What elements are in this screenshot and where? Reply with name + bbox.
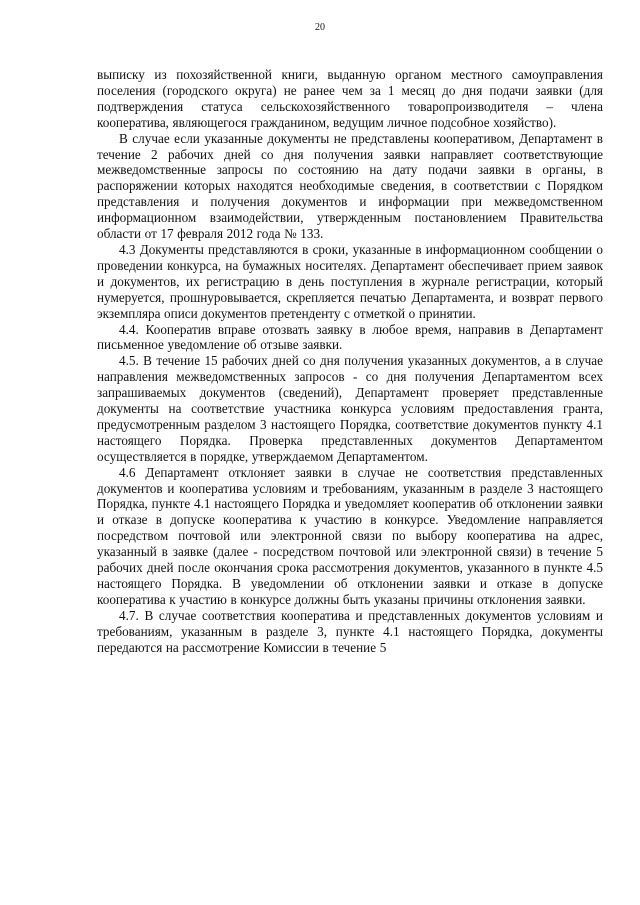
- paragraph-interagency-requests: В случае если указанные документы не представлены кооперативом, Департамент в течение 2 рабочих дней со дня получения заявки направляет соответствующие межведомственные запросы по состоянию на дату подачи заявки в органы, в распоряжении которых находятся необходимые сведения, в соответствии с Порядком представления и получения документов и информации при межведомственном информационном взаимодействии, утвержденным постановлением Правительства области от 17 февраля 2012 года № 133.: [97, 130, 603, 242]
- paragraph-extract-continuation: выписку из похозяйственной книги, выданную органом местного самоуправления поселения (городского округа) не ранее чем за 1 месяц до дня подачи заявки (для подтверждения статуса сельскохозяйственного товаропроизводителя – члена кооператива, являющегося гражданином, ведущим личное подсобное хозяйство).: [97, 67, 603, 130]
- paragraph-4-5: 4.5. В течение 15 рабочих дней со дня получения указанных документов, а в случае направления межведомственных запросов - со дня получения Департаментом всех запрашиваемых документов (сведений), Департамент проверяет представленные документы на соответствие участника конкурса условиям предоставления гранта, предусмотренным разделом 3 настоящего Порядка, соответствие документов пункту 4.1 настоящего Порядка. Проверка представленных документов Департаментом осуществляется в порядке, утверждаемом Департаментом.: [97, 353, 603, 464]
- paragraph-4-6: 4.6 Департамент отклоняет заявки в случае не соответствия представленных документов и кооператива условиям и требованиям, указанным в разделе 3 настоящего Порядка, пункте 4.1 настоящего Порядка и уведомляет кооператив об отклонении заявки и отказе в допуске кооператива к участию в конкурсе. Уведомление направляется посредством почтовой или электронной связи по выбору кооператива на адрес, указанный в заявке (далее - посредством почтовой или электронной связи) в течение 5 рабочих дней после окончания срока рассмотрения документов, указанного в пункте 4.5 настоящего Порядка. В уведомлении об отклонении заявки и отказе в допуске кооператива к участию в конкурсе должны быть указаны причины отклонения заявки.: [97, 464, 603, 607]
- document-body: [97, 67, 603, 656]
- page-number: 20: [315, 22, 325, 33]
- paragraph-4-4: 4.4. Кооператив вправе отозвать заявку в любое время, направив в Департамент письменное уведомление об отзыве заявки.: [97, 321, 603, 353]
- paragraph-4-3: 4.3 Документы представляются в сроки, указанные в информационном сообщении о проведении конкурса, на бумажных носителях. Департамент обеспечивает прием заявок и документов, их регистрацию в день поступления в журнале регистрации, который нумеруется, прошнуровывается, скрепляется печатью Департамента, и возврат первого экземпляра описи документов претенденту с отметкой о принятии.: [97, 241, 603, 321]
- paragraph-4-7: 4.7. В случае соответствия кооператива и представленных документов условиям и требованиям, указанным в разделе 3, пункте 4.1 настоящего Порядка, документы передаются на рассмотрение Комиссии в течение 5: [97, 607, 603, 655]
